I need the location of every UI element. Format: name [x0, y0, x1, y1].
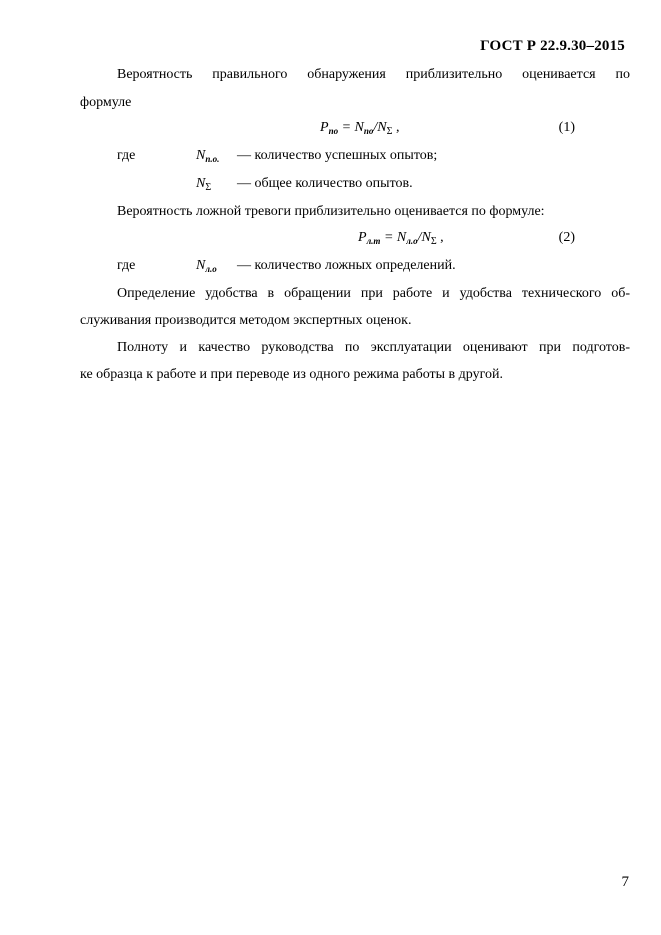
formula-1-sigma: Σ — [386, 126, 393, 137]
paragraph-2-line-1: Вероятность ложной тревоги приблизительно оценивается по формуле: — [117, 204, 545, 219]
formula-1 — [320, 120, 399, 137]
formula-2-lhs: P — [358, 230, 367, 245]
page-number: 7 — [621, 874, 629, 890]
paragraph-3-line-1: Определение удобства в обращении при работе и удобства технического об- — [117, 286, 630, 301]
where-1-desc-2: — общее количество опытов. — [237, 176, 413, 191]
formula-1-eq: = N — [341, 120, 364, 135]
formula-2-number: (2) — [558, 230, 575, 245]
where-1-symbol-1-main: N — [196, 148, 206, 163]
where-1-symbol-2-main: N — [196, 176, 206, 191]
paragraph-1-line-2: формуле — [80, 95, 132, 110]
where-1-symbol-2-sub: Σ — [205, 182, 212, 193]
formula-2 — [358, 230, 444, 247]
where-1-symbol-1-sub: п.о. — [205, 154, 220, 164]
document-header-code: ГОСТ Р 22.9.30–2015 — [480, 38, 625, 54]
formula-2-eq: = N — [383, 230, 407, 245]
formula-2-tail: , — [436, 230, 444, 245]
formula-2-rest: /N — [417, 230, 431, 245]
where-1-symbol-2 — [196, 176, 211, 193]
paragraph-4-line-2: ке образца к работе и при переводе из одного режима работы в другой. — [80, 367, 503, 382]
formula-1-tail: , — [392, 120, 400, 135]
formula-1-lhs-sub: по — [328, 126, 339, 136]
formula-1-rest: /N — [373, 120, 387, 135]
where-2-label: где — [117, 258, 136, 273]
paragraph-4-line-1: Полноту и качество руководства по эксплуатации оценивают при подготов- — [117, 340, 630, 355]
where-1-desc-1: — количество успешных опытов; — [237, 148, 438, 163]
formula-1-number: (1) — [558, 120, 575, 135]
where-1-symbol-1 — [196, 148, 219, 164]
paragraph-3-line-2: служивания производится методом экспертных оценок. — [80, 313, 412, 328]
where-2-symbol-1-sub: л.о — [205, 264, 217, 274]
where-2-symbol-1-main: N — [196, 258, 206, 273]
paragraph-1-line-1: Вероятность правильного обнаружения приблизительно оценивается по — [117, 67, 630, 82]
formula-1-lhs: P — [320, 120, 329, 135]
formula-2-sigma: Σ — [430, 236, 437, 247]
formula-2-num-sub: л.о — [406, 236, 418, 246]
formula-1-num-sub: по — [363, 126, 374, 136]
where-2-symbol-1 — [196, 258, 217, 274]
where-2-desc-1: — количество ложных определений. — [237, 258, 456, 273]
where-1-label: где — [117, 148, 136, 163]
formula-2-lhs-sub: л.т — [366, 236, 381, 246]
